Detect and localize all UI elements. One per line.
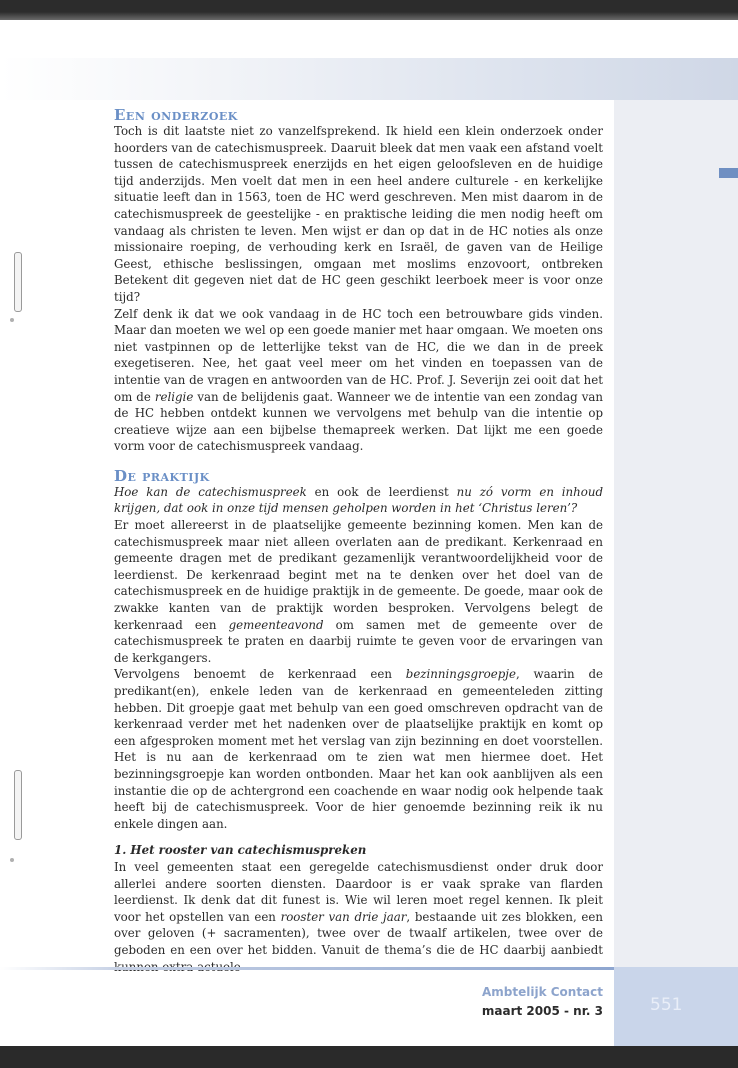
article-body [114,107,603,975]
footer-rule [0,967,614,970]
paragraph: Er moet allereerst in de plaatselijke gemeente bezinning komen. Men kan de catechismuspreek maar niet alleen overlaten aan de predikant. Kerkenraad en gemeente dragen met de predikant gezamenlijk verantwoordelijkheid voor de leerdienst. De kerkenraad begint met na te denken over het doel van de catechismuspreek en de huidige praktijk in de gemeente. De goede, maar ook de zwakke kanten van de praktijk worden besproken. Vervolgens belegt de kerkenraad een gemeenteavond om samen met de gemeente over de catechismuspreek te praten en daarbij ruimte te geven voor de ervaringen van de kerkgangers. [114,518,603,665]
binder-hole-icon [10,858,14,862]
binder-hole-icon [10,318,14,322]
paragraph: Zelf denk ik dat we ook vandaag in de HC toch een betrouwbare gids vinden. Maar dan moeten we wel op een goede manier met haar omgaan. We moeten ons niet vastpinnen op de letterlijke tekst van de HC, die we dan in de preek exegetiseren. Nee, het gaat veel meer om het vinden en toepassen van de intentie van de vragen en antwoorden van de HC. Prof. J. Severijn zei ooit dat het om de religie van de belijdenis gaat. Wanneer we de intentie van een zondag van de HC hebben ontdekt kunnen we vervolgens met behulp van die intentie op creatieve wijze aan een bijbelse themapreek werken. Dat lijkt me een goede vorm voor de catechismuspreek vandaag. [114,306,603,454]
scan-border-bottom [0,1046,738,1068]
header-gradient-band [0,58,738,100]
paragraph: Toch is dit laatste niet zo vanzelfsprekend. Ik hield een klein onderzoek onder hoorders van de catechismuspreek. Daaruit bleek dat men vaak een afstand voelt tussen de catechismuspreek enerzijds en het eigen geloofsleven en de huidige tijd anderzijds. Men voelt dat men in een heel andere culturele - en kerkelijke situatie leeft dan in 1563, toen de HC werd geschreven. Men mist daarom in de catechismuspreek de geestelijke - en praktische leiding die men nodig heeft om vandaag als christen te leven. Men wijst er dan op dat in de HC noties als onze missionaire roeping, de verhouding kerk en Israël, de gaven van de Heilige Geest, ethische beslissingen, omgaan met moslims enzovoort, ontbreken Betekent dit gegeven niet dat de HC geen geschikt leerboek meer is voor onze tijd? [114,124,603,304]
section-tab-marker [719,168,738,178]
paragraph: In veel gemeenten staat een geregelde catechismusdienst onder druk door allerlei andere soorten diensten. Daardoor is er vaak sprake van flarden leerdienst. Ik denk dat dit funest is. Wie wil leren moet regel kennen. Ik pleit voor het opstellen van een rooster van drie jaar, bestaande uit zes blokken, een over geloven (+ sacramenten), twee over de twaalf artikelen, twee over de geboden en een over het bidden. Vanuit de thema’s die de HC daarbij aanbiedt [114,859,603,957]
binder-clip-icon [14,770,22,840]
binder-clip-icon [14,252,22,312]
subsection-heading-rooster: 1. Het rooster van catechismuspreken [114,843,367,858]
journal-title: Ambtelijk Contact [481,985,603,999]
issue-label: maart 2005 - nr. 3 [481,1004,603,1018]
section-heading-onderzoek: Een onderzoek [114,106,238,124]
section-heading-praktijk: De praktijk [114,466,210,485]
page-margin-strip [614,58,738,1046]
paragraph-intro-question: Hoe kan de catechismuspreek en ook de leerdienst nu zó vorm en inhoud krijgen, dat ook in onze tijd mensen geholpen worden in het ‘Christus leren’? [114,484,604,516]
scan-border-top [0,0,738,20]
paragraph: Vervolgens benoemt de kerkenraad een bezinningsgroepje, waarin de predikant(en), enkele leden van de kerkenraad en gemeenteleden zitting hebben. Dit groepje gaat met behulp van een goed omschreven opdracht van de kerkenraad verder met het nadenken over de plaatselijke praktijk en komt op een afgesproken moment met het verslag van zijn bezinning en doet voorstellen. Het is nu aan de kerkenraad om te zien wat men hiermee doet. Het bezinningsgroepje kan worden ontbonden. Maar het kan ook aanblijven als een instantie die op de achtergrond een coachende en waar nodig ook helpende taak heeft bij de catechismuspreek. Voor de hier genoemde bezinning reik ik nu enkele dingen aan. [114,667,603,831]
page-number: 551 [650,995,683,1015]
